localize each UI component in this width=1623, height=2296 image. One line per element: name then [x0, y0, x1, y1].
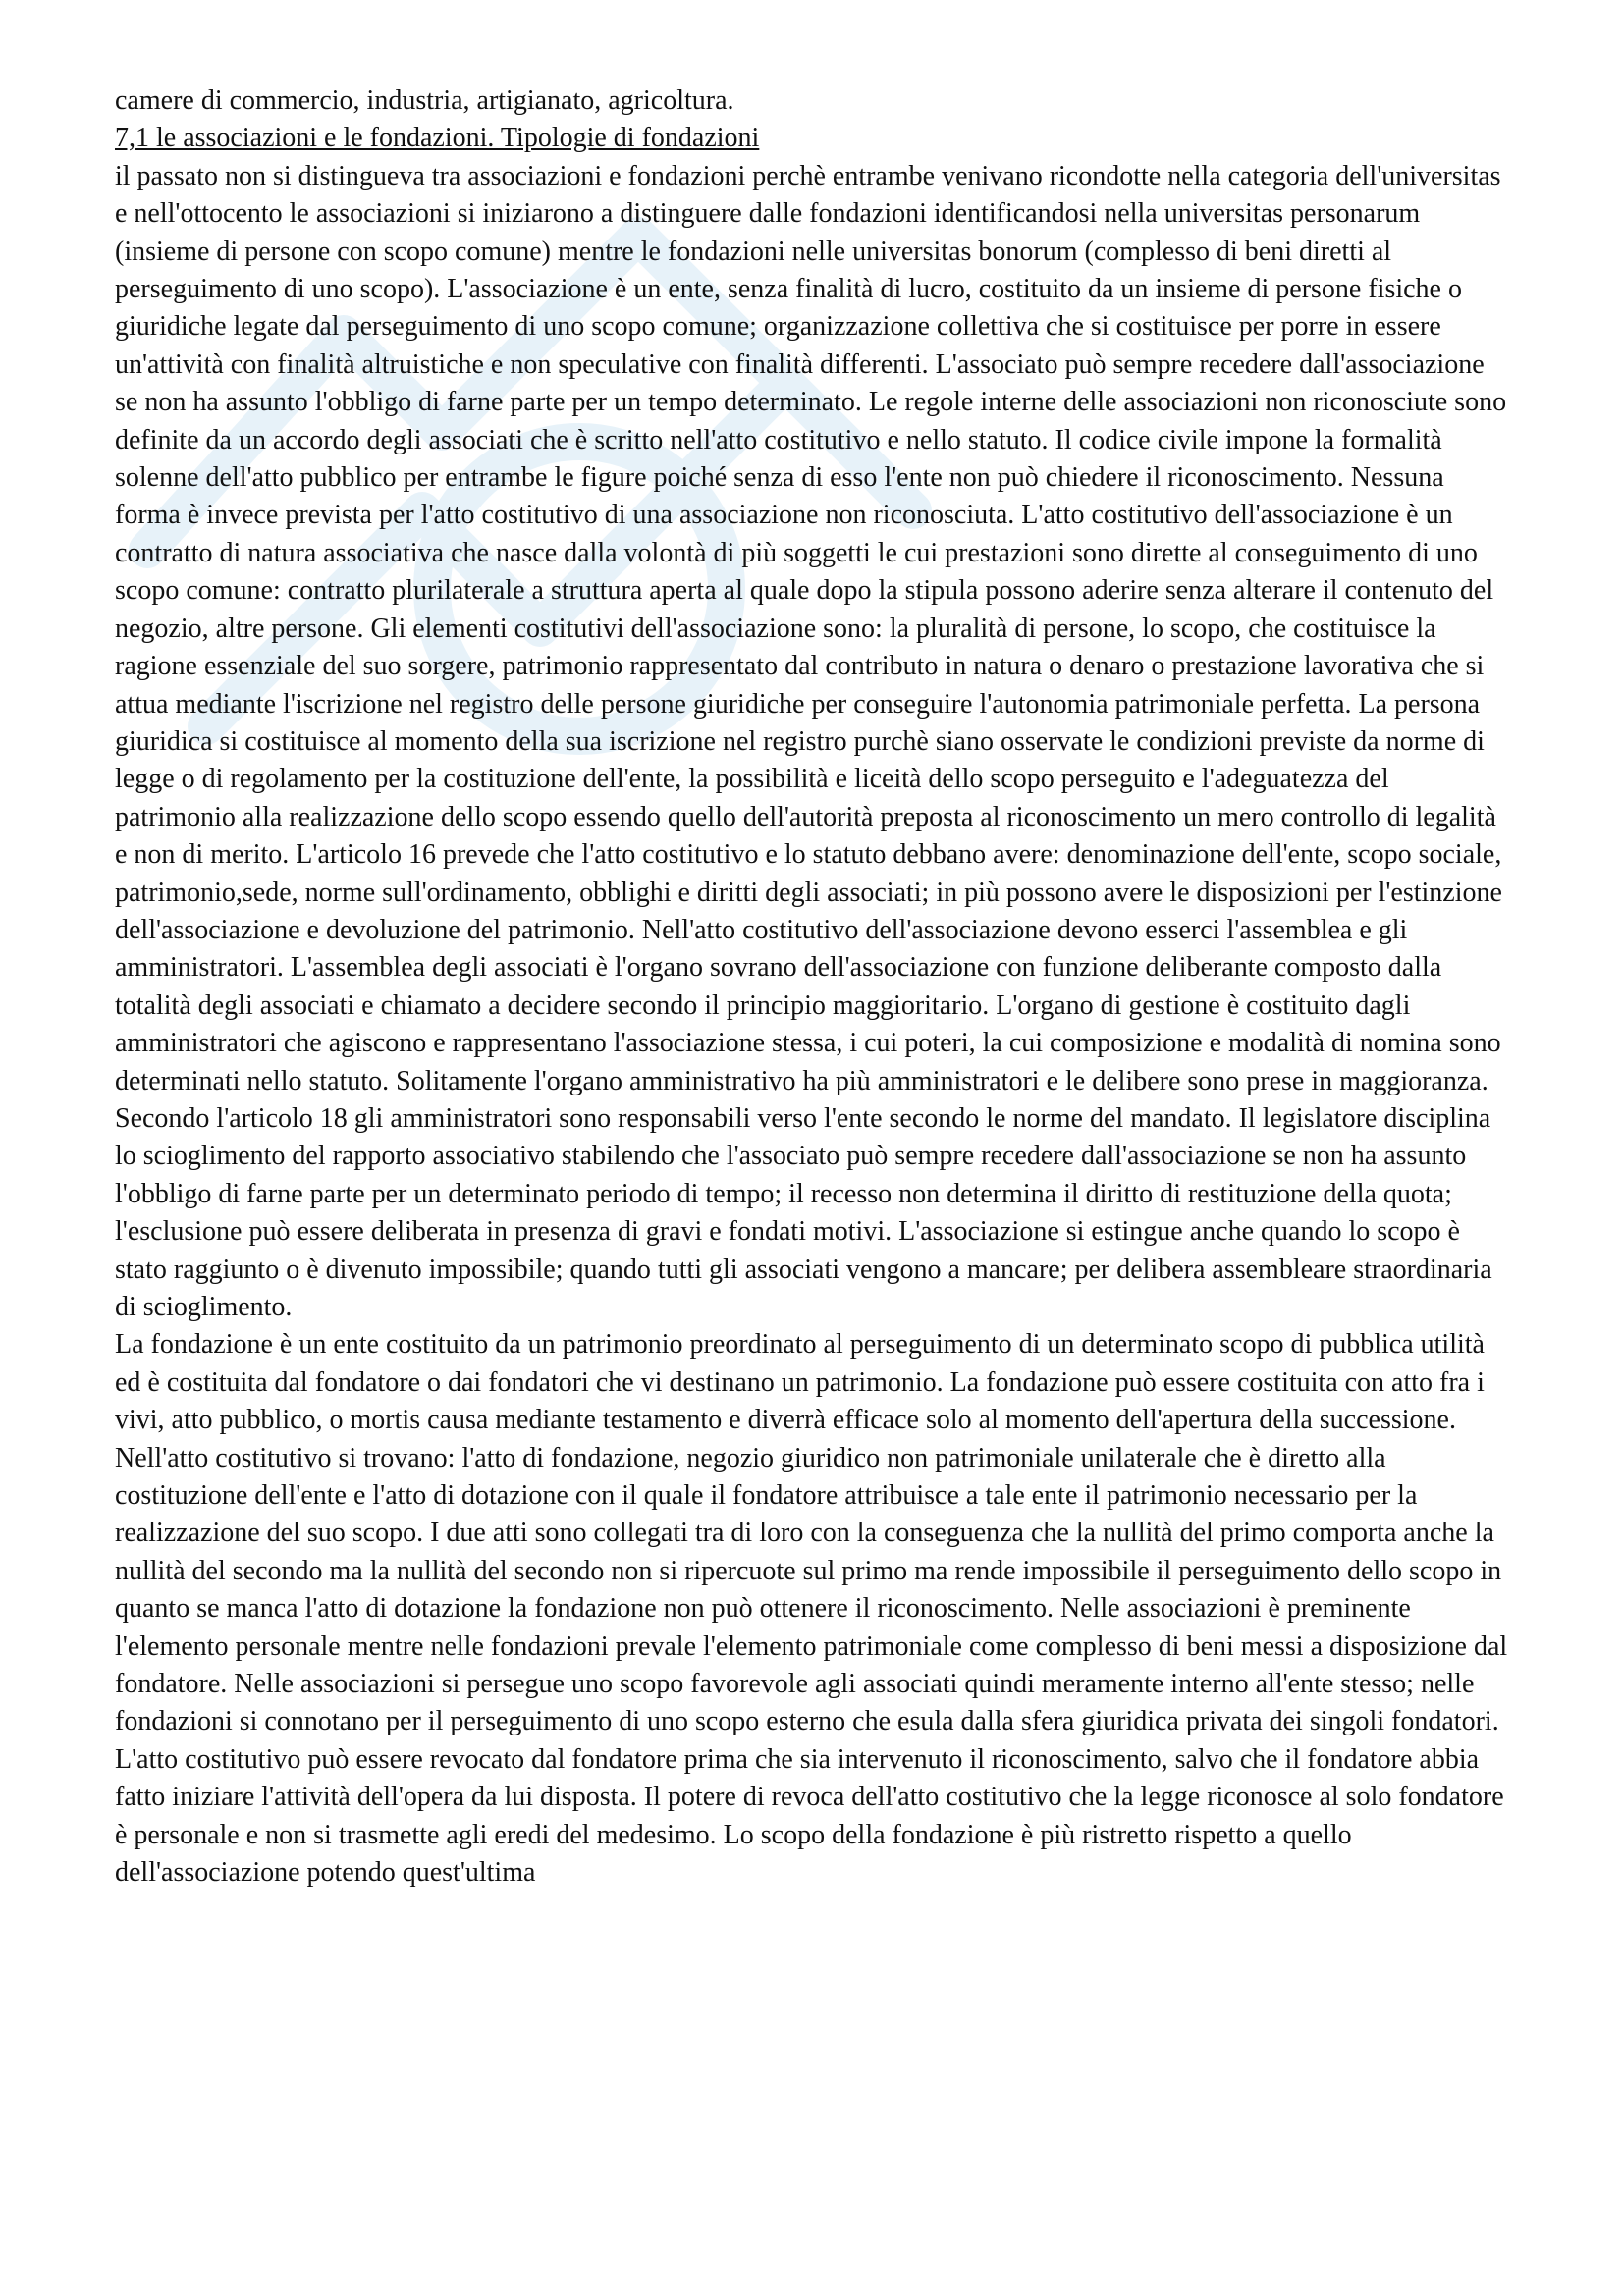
paragraph-associazioni: il passato non si distingueva tra associazioni e fondazioni perchè entrambe venivano ricondotte nella categoria dell'universitas e nell'ottocento le associazioni si iniziarono a distinguere dalle fondazioni identificandosi nella universitas personarum (insieme di persone con scopo comune) mentre le fondazioni nelle universitas bonorum (complesso di beni diretti al perseguimento di uno scopo). L'associazione è un ente, senza finalità di lucro, costituito da un insieme di persone fisiche o giuridiche legate dal perseguimento di uno scopo comune; organizzazione collettiva che si costituisce per porre in essere un'attività con finalità altruistiche e non speculative con finalità differenti. L'associato può sempre recedere dall'associazione se non ha assunto l'obbligo di farne parte per un tempo determinato. Le regole interne delle associazioni non riconosciute sono definite da un accordo degli associati che è scritto nell'atto costitutivo e nello statuto. Il codice civile impone la formalità solenne dell'atto pubblico per entrambe le figure poiché senza di esso l'ente non può chiedere il riconoscimento. Nessuna forma è invece prevista per l'atto costitutivo di una associazione non riconosciuta. L'atto costitutivo dell'associazione è un contratto di natura associativa che nasce dalla volontà di più soggetti le cui prestazioni sono dirette al conseguimento di uno scopo comune: contratto plurilaterale a struttura aperta al quale dopo la stipula possono aderire senza alterare il contenuto del negozio, altre persone. Gli elementi costitutivi dell'associazione sono: la pluralità di persone, lo scopo, che costituisce la ragione essenziale del suo sorgere, patrimonio rappresentato dal contributo in natura o denaro o prestazione lavorativa che si attua mediante l'iscrizione nel registro delle persone giuridiche per conseguire l'autonomia patrimoniale perfetta. La persona giuridica si costituisce al momento della sua iscrizione nel registro purchè siano osservate le condizioni previste da norme di legge o di regolamento per la costituzione dell'ente, la possibilità e liceità dello scopo perseguito e l'adeguatezza del patrimonio alla realizzazione dello scopo essendo quello dell'autorità preposta al riconoscimento un mero controllo di legalità e non di merito. L'articolo 16 prevede che l'atto costitutivo e lo statuto debbano avere: denominazione dell'ente, scopo sociale, patrimonio,sede, norme sull'ordinamento, obblighi e diritti degli associati; in più possono avere le disposizioni per l'estinzione dell'associazione e devoluzione del patrimonio. Nell'atto costitutivo dell'associazione devono esserci l'assemblea e gli amministratori. L'assemblea degli associati è l'organo sovrano dell'associazione con funzione deliberante composto dalla totalità degli associati e chiamato a decidere secondo il principio maggioritario. L'organo di gestione è costituito dagli amministratori che agiscono e rappresentano l'associazione stessa, i cui poteri, la cui composizione e modalità di nomina sono determinati nello statuto. Solitamente l'organo amministrativo ha più amministratori e le delibere sono prese in maggioranza. Secondo l'articolo 18 gli amministratori sono responsabili verso l'ente secondo le norme del mandato. Il legislatore disciplina lo scioglimento del rapporto associativo stabilendo che l'associato può sempre recedere dall'associazione se non ha assunto l'obbligo di farne parte per un determinato periodo di tempo; il recesso non determina il diritto di restituzione della quota; l'esclusione può essere deliberata in presenza di gravi e fondati motivi. L'associazione si estingue anche quando lo scopo è stato raggiunto o è divenuto impossibile; quando tutti gli associati vengono a mancare; per delibera assembleare straordinaria di scioglimento. — [115, 160, 1507, 1322]
paragraph-fondazioni: La fondazione è un ente costituito da un patrimonio preordinato al perseguimento di un determinato scopo di pubblica utilità ed è costituita dal fondatore o dai fondatori che vi destinano un patrimonio. La fondazione può essere costituita con atto fra i vivi, atto pubblico, o mortis causa mediante testamento e diverrà efficace solo al momento dell'apertura della successione. Nell'atto costitutivo si trovano: l'atto di fondazione, negozio giuridico non patrimoniale unilaterale che è diretto alla costituzione dell'ente e l'atto di dotazione con il quale il fondatore attribuisce a tale ente il patrimonio necessario per la realizzazione del suo scopo. I due atti sono collegati tra di loro con la conseguenza che la nullità del primo comporta anche la nullità del secondo ma la nullità del secondo non si ripercuote sul primo ma rende impossibile il perseguimento dello scopo in quanto se manca l'atto di dotazione la fondazione non può ottenere il riconoscimento. Nelle associazioni è preminente l'elemento personale mentre nelle fondazioni prevale l'elemento patrimoniale come complesso di beni messi a disposizione dal fondatore. Nelle associazioni si persegue uno scopo favorevole agli associati quindi meramente interno all'ente stesso; nelle fondazioni si connotano per il perseguimento di uno scopo esterno che esula dalla sfera giuridica privata dei singoli fondatori. L'atto costitutivo può essere revocato dal fondatore prima che sia intervenuto il riconoscimento, salvo che il fondatore abbia fatto iniziare l'attività dell'opera da lui disposta. Il potere di revoca dell'atto costitutivo che la legge riconosce al solo fondatore è personale e non si trasmette agli eredi del medesimo. Lo scopo della fondazione è più ristretto rispetto a quello dell'associazione potendo quest'ultima — [115, 1329, 1508, 1889]
document-body — [115, 82, 1509, 1893]
section-heading: 7,1 le associazioni e le fondazioni. Tipologie di fondazioni — [115, 123, 760, 154]
intro-line: camere di commercio, industria, artigianato, agricoltura. — [115, 85, 734, 116]
